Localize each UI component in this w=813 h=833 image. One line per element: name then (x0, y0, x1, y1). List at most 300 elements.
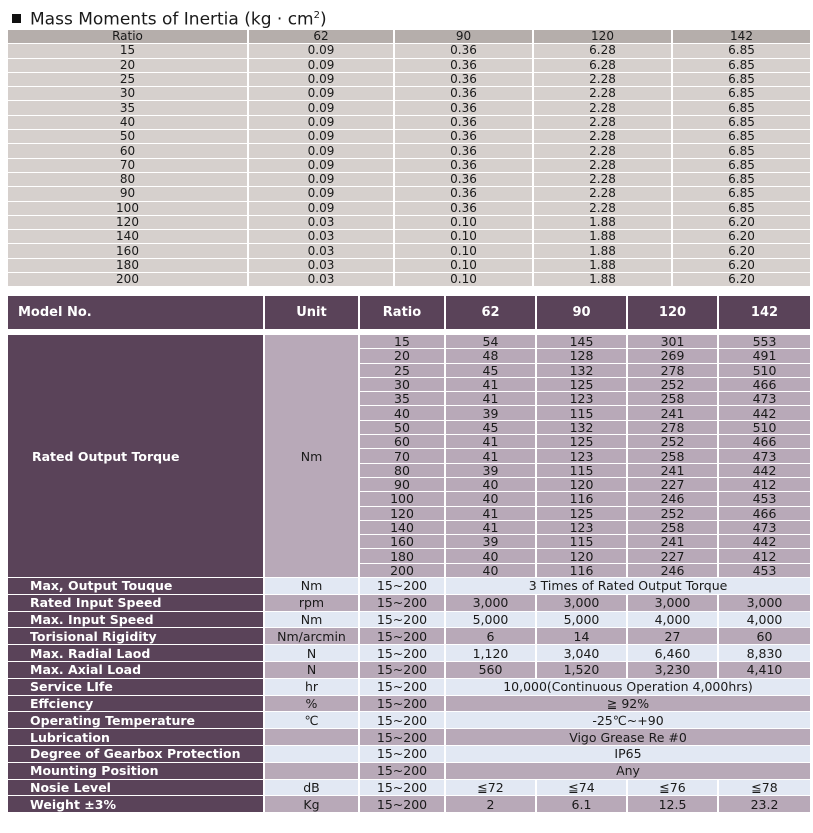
spec-unit: Nm/arcmin (265, 628, 360, 645)
title-superscript: 2 (313, 10, 320, 21)
torque-value: 45 (446, 364, 537, 378)
spec-row (8, 595, 810, 612)
torque-value: 442 (719, 464, 810, 478)
inertia-cell: 0.10 (395, 230, 534, 244)
spec-ratio: 15~200 (360, 796, 446, 813)
torque-value: 453 (719, 492, 810, 506)
spec-value: 3,000 (628, 595, 719, 612)
spec-ratio: 15~200 (360, 679, 446, 696)
spec-value: 3,230 (628, 662, 719, 679)
inertia-cell: 0.03 (249, 216, 395, 230)
spec-value: 3,000 (719, 595, 810, 612)
torque-value: 125 (537, 378, 628, 392)
spec-unit (265, 763, 360, 780)
torque-value: 473 (719, 392, 810, 406)
torque-value: 278 (628, 421, 719, 435)
inertia-cell: 0.36 (395, 144, 534, 158)
torque-value: 115 (537, 464, 628, 478)
inertia-cell: 35 (8, 101, 249, 115)
inertia-row (8, 259, 810, 273)
inertia-cell: 2.28 (534, 87, 673, 101)
torque-value: 40 (446, 492, 537, 506)
spec-value: 6.1 (537, 796, 628, 813)
spec-value: ≦74 (537, 780, 628, 797)
inertia-cell: 6.85 (673, 59, 810, 73)
torque-value: 115 (537, 406, 628, 420)
spec-value: 1,120 (446, 645, 537, 662)
spec-header-cell: 120 (628, 296, 719, 335)
spec-table (8, 296, 810, 813)
spec-ratio: 15~200 (360, 595, 446, 612)
spec-row (8, 628, 810, 645)
inertia-cell: 6.28 (534, 59, 673, 73)
spec-value: 4,000 (719, 612, 810, 629)
torque-value: 510 (719, 421, 810, 435)
torque-value: 252 (628, 435, 719, 449)
spec-unit (265, 729, 360, 746)
spec-value: 1,520 (537, 662, 628, 679)
inertia-cell: 0.36 (395, 44, 534, 58)
spec-row (8, 696, 810, 713)
square-bullet-icon (12, 14, 21, 23)
spec-ratio: 15~200 (360, 729, 446, 746)
spec-span-value: 10,000(Continuous Operation 4,000hrs) (446, 679, 810, 696)
inertia-cell: 6.20 (673, 244, 810, 258)
spec-ratio: 15~200 (360, 645, 446, 662)
torque-ratio: 40 (360, 406, 446, 420)
torque-ratio: 160 (360, 535, 446, 549)
torque-value: 123 (537, 521, 628, 535)
torque-value: 45 (446, 421, 537, 435)
spec-unit: N (265, 662, 360, 679)
spec-value: 2 (446, 796, 537, 813)
inertia-cell: 0.03 (249, 230, 395, 244)
inertia-cell: 0.36 (395, 173, 534, 187)
torque-value: 40 (446, 564, 537, 578)
spec-value: 6 (446, 628, 537, 645)
spec-row (8, 746, 810, 763)
inertia-cell: 0.09 (249, 159, 395, 173)
spec-unit: % (265, 696, 360, 713)
inertia-cell: 0.09 (249, 101, 395, 115)
spec-label: Max, Output Touque (8, 578, 265, 595)
inertia-cell: 1.88 (534, 216, 673, 230)
inertia-cell: 6.20 (673, 230, 810, 244)
inertia-cell: 40 (8, 116, 249, 130)
inertia-row (8, 116, 810, 130)
spec-span-value: 3 Times of Rated Output Torque (446, 578, 810, 595)
inertia-cell: 6.20 (673, 259, 810, 273)
inertia-cell: 0.03 (249, 273, 395, 287)
inertia-cell: 2.28 (534, 173, 673, 187)
inertia-cell: 0.09 (249, 73, 395, 87)
inertia-cell: 0.03 (249, 244, 395, 258)
torque-ratio: 70 (360, 449, 446, 463)
inertia-cell: 1.88 (534, 259, 673, 273)
inertia-cell: 6.85 (673, 130, 810, 144)
inertia-cell: 20 (8, 59, 249, 73)
inertia-cell: 0.10 (395, 259, 534, 273)
inertia-header-cell: 90 (395, 30, 534, 44)
spec-value: ≦72 (446, 780, 537, 797)
torque-ratio: 25 (360, 364, 446, 378)
inertia-cell: 60 (8, 144, 249, 158)
torque-value: 473 (719, 521, 810, 535)
spec-row (8, 712, 810, 729)
torque-ratio: 20 (360, 349, 446, 363)
spec-row (8, 645, 810, 662)
torque-value: 125 (537, 507, 628, 521)
inertia-cell: 0.09 (249, 59, 395, 73)
torque-value: 40 (446, 478, 537, 492)
torque-value: 115 (537, 535, 628, 549)
torque-ratio: 15 (360, 335, 446, 349)
inertia-cell: 6.85 (673, 187, 810, 201)
torque-value: 510 (719, 364, 810, 378)
torque-value: 116 (537, 564, 628, 578)
spec-value: 3,040 (537, 645, 628, 662)
inertia-cell: 0.36 (395, 130, 534, 144)
inertia-cell: 1.88 (534, 273, 673, 287)
spec-ratio: 15~200 (360, 578, 446, 595)
torque-value: 473 (719, 449, 810, 463)
spec-row (8, 578, 810, 595)
inertia-row (8, 144, 810, 158)
inertia-cell: 0.09 (249, 202, 395, 216)
torque-value: 132 (537, 421, 628, 435)
torque-value: 125 (537, 435, 628, 449)
inertia-table (8, 30, 810, 287)
torque-value: 442 (719, 406, 810, 420)
spec-header-cell: 90 (537, 296, 628, 335)
torque-value: 41 (446, 449, 537, 463)
inertia-row (8, 273, 810, 287)
spec-header-row (8, 296, 810, 335)
spec-unit: dB (265, 780, 360, 797)
inertia-cell: 90 (8, 187, 249, 201)
inertia-cell: 2.28 (534, 73, 673, 87)
inertia-cell: 0.03 (249, 259, 395, 273)
torque-value: 278 (628, 364, 719, 378)
inertia-cell: 6.85 (673, 202, 810, 216)
torque-value: 123 (537, 449, 628, 463)
inertia-cell: 6.85 (673, 159, 810, 173)
torque-value: 258 (628, 392, 719, 406)
inertia-cell: 0.09 (249, 130, 395, 144)
torque-ratio: 30 (360, 378, 446, 392)
torque-ratio: 60 (360, 435, 446, 449)
spec-label: Service LIfe (8, 679, 265, 696)
title-text: Mass Moments of Inertia (kg · cm (30, 9, 314, 30)
spec-unit: Kg (265, 796, 360, 813)
spec-label: Max. Radial Laod (8, 645, 265, 662)
rated-output-torque-label: Rated Output Torque (8, 335, 265, 578)
inertia-row (8, 187, 810, 201)
inertia-row (8, 87, 810, 101)
torque-ratio: 35 (360, 392, 446, 406)
inertia-row (8, 73, 810, 87)
inertia-cell: 6.85 (673, 73, 810, 87)
inertia-header-cell: 120 (534, 30, 673, 44)
torque-value: 453 (719, 564, 810, 578)
inertia-header-cell: 62 (249, 30, 395, 44)
torque-value: 553 (719, 335, 810, 349)
spec-value: 560 (446, 662, 537, 679)
inertia-row (8, 130, 810, 144)
spec-value: 3,000 (446, 595, 537, 612)
torque-value: 466 (719, 507, 810, 521)
spec-unit: Nm (265, 578, 360, 595)
spec-unit (265, 746, 360, 763)
inertia-cell: 1.88 (534, 230, 673, 244)
inertia-cell: 25 (8, 73, 249, 87)
torque-value: 301 (628, 335, 719, 349)
inertia-cell: 6.85 (673, 173, 810, 187)
torque-value: 246 (628, 564, 719, 578)
torque-ratio: 180 (360, 549, 446, 563)
inertia-row (8, 101, 810, 115)
torque-value: 252 (628, 507, 719, 521)
torque-value: 132 (537, 364, 628, 378)
spec-row (8, 679, 810, 696)
spec-span-value: -25℃~+90 (446, 712, 810, 729)
spec-header-cell: Ratio (360, 296, 446, 335)
spec-value: 4,000 (628, 612, 719, 629)
inertia-cell: 200 (8, 273, 249, 287)
spec-row (8, 763, 810, 780)
torque-ratio: 120 (360, 507, 446, 521)
spec-value: 12.5 (628, 796, 719, 813)
inertia-header-row (8, 30, 810, 44)
inertia-cell: 2.28 (534, 202, 673, 216)
inertia-cell: 0.10 (395, 216, 534, 230)
inertia-cell: 0.09 (249, 44, 395, 58)
torque-value: 241 (628, 464, 719, 478)
spec-header-cell: 142 (719, 296, 810, 335)
torque-value: 227 (628, 549, 719, 563)
inertia-cell: 160 (8, 244, 249, 258)
inertia-row (8, 173, 810, 187)
torque-value: 120 (537, 549, 628, 563)
spec-span-value: ≧ 92% (446, 696, 810, 713)
inertia-cell: 6.85 (673, 144, 810, 158)
inertia-cell: 0.09 (249, 116, 395, 130)
spec-label: Effciency (8, 696, 265, 713)
torque-value: 54 (446, 335, 537, 349)
spec-value: 23.2 (719, 796, 810, 813)
spec-span-value: Any (446, 763, 810, 780)
spec-label: Nosie Level (8, 780, 265, 797)
inertia-cell: 0.36 (395, 116, 534, 130)
spec-ratio: 15~200 (360, 662, 446, 679)
inertia-cell: 0.10 (395, 273, 534, 287)
torque-value: 41 (446, 435, 537, 449)
inertia-cell: 0.36 (395, 73, 534, 87)
inertia-cell: 6.85 (673, 101, 810, 115)
spec-row (8, 796, 810, 813)
inertia-cell: 2.28 (534, 101, 673, 115)
torque-value: 39 (446, 535, 537, 549)
spec-ratio: 15~200 (360, 780, 446, 797)
inertia-cell: 15 (8, 44, 249, 58)
inertia-cell: 30 (8, 87, 249, 101)
inertia-cell: 2.28 (534, 187, 673, 201)
inertia-cell: 0.10 (395, 244, 534, 258)
torque-value: 466 (719, 435, 810, 449)
spec-label: Lubrication (8, 729, 265, 746)
torque-value: 241 (628, 406, 719, 420)
torque-value: 41 (446, 507, 537, 521)
torque-value: 48 (446, 349, 537, 363)
spec-row (8, 662, 810, 679)
inertia-cell: 1.88 (534, 244, 673, 258)
inertia-cell: 2.28 (534, 130, 673, 144)
spec-ratio: 15~200 (360, 696, 446, 713)
torque-value: 39 (446, 406, 537, 420)
inertia-cell: 120 (8, 216, 249, 230)
spec-label: Torisional Rigidity (8, 628, 265, 645)
torque-value: 241 (628, 535, 719, 549)
torque-ratio: 140 (360, 521, 446, 535)
torque-value: 246 (628, 492, 719, 506)
inertia-header-cell: Ratio (8, 30, 249, 44)
spec-row (8, 612, 810, 629)
inertia-cell: 0.36 (395, 101, 534, 115)
spec-unit: hr (265, 679, 360, 696)
inertia-cell: 80 (8, 173, 249, 187)
torque-value: 128 (537, 349, 628, 363)
inertia-cell: 6.28 (534, 44, 673, 58)
inertia-cell: 6.20 (673, 216, 810, 230)
spec-value: 3,000 (537, 595, 628, 612)
torque-value: 120 (537, 478, 628, 492)
inertia-cell: 6.20 (673, 273, 810, 287)
inertia-cell: 0.09 (249, 144, 395, 158)
spec-value: 4,410 (719, 662, 810, 679)
inertia-cell: 0.09 (249, 187, 395, 201)
title-close: ) (320, 9, 327, 30)
inertia-cell: 140 (8, 230, 249, 244)
torque-value: 269 (628, 349, 719, 363)
torque-value: 40 (446, 549, 537, 563)
spec-ratio: 15~200 (360, 612, 446, 629)
spec-value: ≦76 (628, 780, 719, 797)
inertia-cell: 50 (8, 130, 249, 144)
inertia-header-cell: 142 (673, 30, 810, 44)
torque-value: 41 (446, 521, 537, 535)
torque-value: 145 (537, 335, 628, 349)
spec-label: Max. Input Speed (8, 612, 265, 629)
spec-row (8, 780, 810, 797)
torque-value: 491 (719, 349, 810, 363)
torque-value: 39 (446, 464, 537, 478)
spec-unit: rpm (265, 595, 360, 612)
inertia-cell: 6.85 (673, 44, 810, 58)
spec-value: 5,000 (537, 612, 628, 629)
torque-value: 466 (719, 378, 810, 392)
inertia-row (8, 159, 810, 173)
spec-value: 8,830 (719, 645, 810, 662)
inertia-cell: 2.28 (534, 144, 673, 158)
inertia-cell: 0.09 (249, 173, 395, 187)
torque-ratio: 90 (360, 478, 446, 492)
torque-row (8, 335, 810, 349)
spec-label: Operating Temperature (8, 712, 265, 729)
inertia-cell: 0.36 (395, 159, 534, 173)
inertia-cell: 6.85 (673, 87, 810, 101)
torque-unit: Nm (265, 335, 360, 578)
spec-value: 27 (628, 628, 719, 645)
spec-value: 5,000 (446, 612, 537, 629)
inertia-row (8, 59, 810, 73)
inertia-row (8, 244, 810, 258)
torque-value: 412 (719, 478, 810, 492)
inertia-row (8, 202, 810, 216)
spec-label: Mounting Position (8, 763, 265, 780)
inertia-cell: 0.36 (395, 59, 534, 73)
section-title (12, 4, 327, 28)
spec-label: Weight ±3% (8, 796, 265, 813)
torque-value: 123 (537, 392, 628, 406)
spec-row (8, 729, 810, 746)
inertia-cell: 70 (8, 159, 249, 173)
torque-value: 412 (719, 549, 810, 563)
spec-value: 6,460 (628, 645, 719, 662)
spec-span-value: Vigo Grease Re #0 (446, 729, 810, 746)
inertia-cell: 0.36 (395, 187, 534, 201)
inertia-cell: 0.09 (249, 87, 395, 101)
torque-ratio: 100 (360, 492, 446, 506)
torque-value: 227 (628, 478, 719, 492)
spec-header-cell: 62 (446, 296, 537, 335)
inertia-cell: 2.28 (534, 159, 673, 173)
inertia-cell: 100 (8, 202, 249, 216)
spec-unit: ℃ (265, 712, 360, 729)
spec-ratio: 15~200 (360, 712, 446, 729)
torque-ratio: 200 (360, 564, 446, 578)
inertia-cell: 180 (8, 259, 249, 273)
spec-ratio: 15~200 (360, 628, 446, 645)
torque-value: 442 (719, 535, 810, 549)
inertia-cell: 2.28 (534, 116, 673, 130)
inertia-row (8, 230, 810, 244)
torque-value: 252 (628, 378, 719, 392)
spec-value: 60 (719, 628, 810, 645)
spec-label: Rated Input Speed (8, 595, 265, 612)
inertia-row (8, 44, 810, 58)
spec-span-value: IP65 (446, 746, 810, 763)
inertia-row (8, 216, 810, 230)
torque-value: 258 (628, 449, 719, 463)
spec-ratio: 15~200 (360, 746, 446, 763)
torque-value: 258 (628, 521, 719, 535)
torque-value: 41 (446, 392, 537, 406)
spec-unit: N (265, 645, 360, 662)
inertia-cell: 6.85 (673, 116, 810, 130)
inertia-cell: 0.36 (395, 202, 534, 216)
spec-header-cell: Unit (265, 296, 360, 335)
spec-ratio: 15~200 (360, 763, 446, 780)
spec-label: Max. Axial Load (8, 662, 265, 679)
torque-value: 41 (446, 378, 537, 392)
torque-ratio: 50 (360, 421, 446, 435)
spec-value: 14 (537, 628, 628, 645)
spec-value: ≦78 (719, 780, 810, 797)
inertia-cell: 0.36 (395, 87, 534, 101)
torque-ratio: 80 (360, 464, 446, 478)
torque-value: 116 (537, 492, 628, 506)
spec-header-cell: Model No. (8, 296, 265, 335)
